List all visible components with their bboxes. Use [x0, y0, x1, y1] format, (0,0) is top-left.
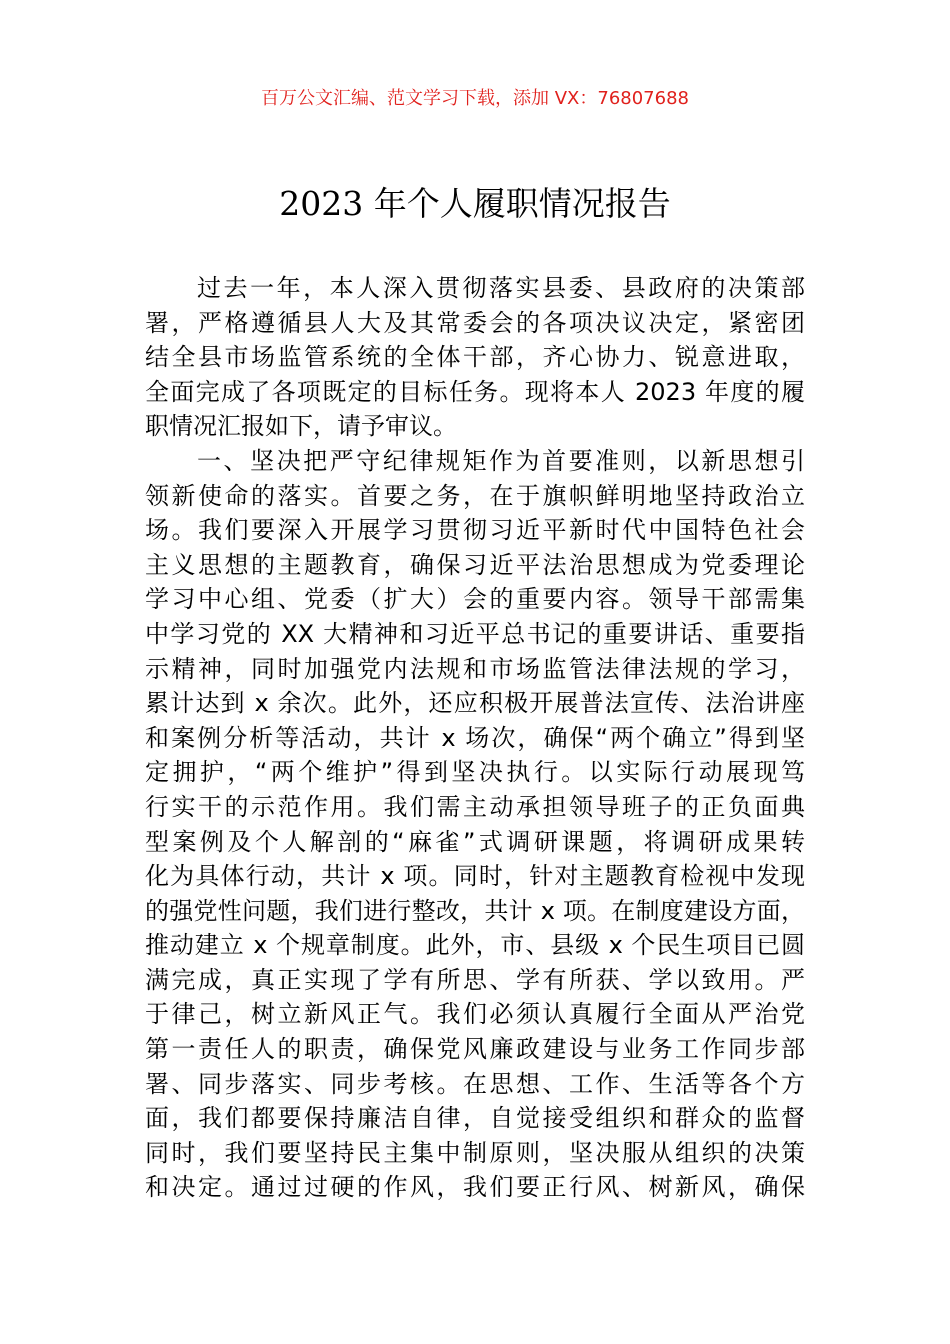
text-line: 职情况汇报如下，请予审议。 [145, 412, 457, 441]
text-line: 和案例分析等活动，共计 x 场次，确保“两个确立”得到坚 [145, 723, 805, 752]
text-line: 领新使命的落实。首要之务，在于旗帜鲜明地坚持政治立 [145, 481, 805, 510]
text-line: 署、同步落实、同步考核。在思想、工作、生活等各个方 [145, 1069, 805, 1098]
text-line: 面，我们都要保持廉洁自律，自觉接受组织和群众的监督 [145, 1104, 805, 1133]
text-line: 于律己，树立新风正气。我们必须认真履行全面从严治党 [145, 1000, 805, 1029]
text-line: 一、坚决把严守纪律规矩作为首要准则，以新思想引 [197, 446, 805, 475]
text-line: 推动建立 x 个规章制度。此外，市、县级 x 个民生项目已圆 [145, 931, 805, 960]
text-line: 场。我们要深入开展学习贯彻习近平新时代中国特色社会 [145, 516, 805, 545]
text-line: 定拥护，“两个维护”得到坚决执行。以实际行动展现笃 [145, 758, 805, 787]
text-line: 型案例及个人解剖的“麻雀”式调研课题，将调研成果转 [145, 827, 805, 856]
watermark-header: 百万公文汇编、范文学习下载，添加 VX：76807688 [261, 88, 689, 109]
text-line: 示精神，同时加强党内法规和市场监管法律法规的学习， [145, 654, 805, 683]
document-body [145, 271, 805, 1205]
text-line: 过去一年，本人深入贯彻落实县委、县政府的决策部 [197, 274, 805, 302]
text-line: 累计达到 x 余次。此外，还应积极开展普法宣传、法治讲座 [145, 689, 805, 718]
text-line: 和决定。通过过硬的作风，我们要正行风、树新风，确保 [145, 1173, 805, 1202]
text-line: 全面完成了各项既定的目标任务。现将本人 2023 年度的履 [145, 377, 805, 406]
text-line: 行实干的示范作用。我们需主动承担领导班子的正负面典 [145, 792, 805, 821]
text-line: 结全县市场监管系统的全体干部，齐心协力、锐意进取， [145, 343, 805, 372]
text-line: 化为具体行动，共计 x 项。同时，针对主题教育检视中发现 [145, 862, 805, 891]
text-line: 主义思想的主题教育，确保习近平法治思想成为党委理论 [145, 550, 805, 579]
text-line: 中学习党的 XX 大精神和习近平总书记的重要讲话、重要指 [145, 619, 805, 648]
text-line: 的强党性问题，我们进行整改，共计 x 项。在制度建设方面， [145, 896, 805, 925]
text-line: 满完成，真正实现了学有所思、学有所获、学以致用。严 [145, 965, 805, 994]
text-line: 同时，我们要坚持民主集中制原则，坚决服从组织的决策 [145, 1138, 805, 1167]
text-line: 署，严格遵循县人大及其常委会的各项决议决定，紧密团 [145, 308, 805, 337]
document-title: 2023 年个人履职情况报告 [279, 184, 671, 223]
text-line: 第一责任人的职责，确保党风廉政建设与业务工作同步部 [145, 1035, 805, 1064]
text-line: 学习中心组、党委（扩大）会的重要内容。领导干部需集 [145, 585, 805, 614]
